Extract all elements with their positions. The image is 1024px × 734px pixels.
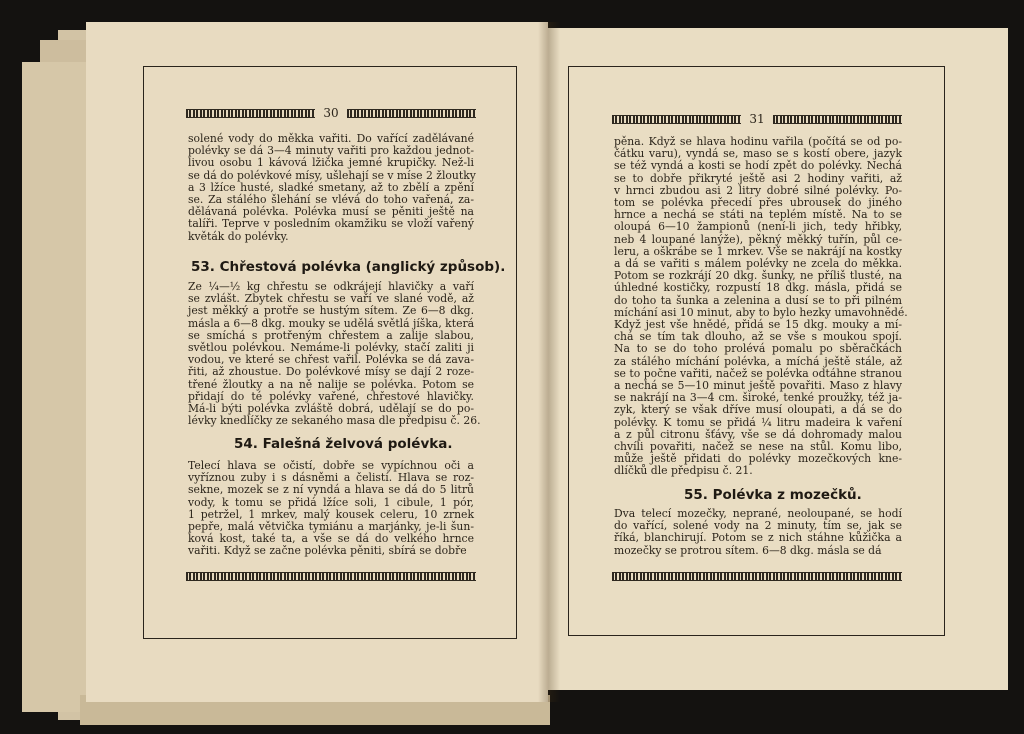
text-line: do vařící, solené vody na 2 minuty, tím se, jak se: [614, 519, 902, 533]
text-line: hrnce a nechá se státi na teplém místě. Na to se: [614, 208, 902, 222]
text-line: za stálého míchání polévka, a míchá ještě stále, až: [614, 354, 902, 368]
text-line: dělávaná polévka. Polévka musí se pěniti ještě na: [188, 205, 474, 219]
text-line: přidají do té polévky vařené, chřestové hlavičky.: [188, 389, 474, 403]
header-ornament: [773, 115, 902, 124]
heading-55: 55. Polévka z mozečků.: [684, 487, 862, 503]
footer-ornament: [186, 572, 476, 581]
text-line: solené vody do měkka vařiti. Do vařící zadělávané: [188, 132, 474, 145]
paragraph-53: [188, 280, 481, 428]
header-ornament: [612, 115, 741, 124]
text-line: Ze ¼—½ kg chřestu se odkrájejí hlavičky a vaří: [188, 280, 474, 293]
text-line: leru, a oškrábe se 1 mrkev. Vše se nakrájí na kostky: [614, 244, 902, 258]
text-line: neb 4 loupané lanýže), pěkný měkký tuřín, půl ce-: [614, 232, 902, 246]
text-line: vyříznou zuby i s dásněmi a čelistí. Hlava se roz-: [188, 471, 474, 485]
text-line: se. Za stálého šlehání se vlévá do toho vařená, za-: [188, 193, 474, 207]
text-line: pěna. Když se hlava hodinu vařila (počítá se od po-: [614, 135, 902, 148]
text-line: dlíčků dle předpisu č. 21.: [614, 464, 753, 478]
text-line: Telecí hlava se očistí, dobře se vypíchnou oči a: [188, 459, 474, 472]
paragraph-54: [188, 460, 474, 558]
text-line: polévky se dá 3—4 minuty vařiti pro každou jednot-: [188, 144, 474, 158]
page-number: 30: [323, 106, 339, 120]
text-line: zyk, který se však dříve musí oloupati, a dá se do: [614, 403, 902, 417]
text-line: se smíchá s protřeným chřestem a zalije slabou,: [188, 328, 474, 342]
text-line: se to dobře přikryté ještě asi 2 hodiny vařiti, až: [614, 171, 902, 185]
page-number: 31: [749, 112, 765, 126]
text-line: vařiti. Když se začne polévka pěniti, sbírá se dobře: [188, 544, 467, 558]
text-line: sekne, mozek se z ní vyndá a hlava se dá do 5 litrů: [188, 483, 474, 497]
text-line: Když jest vše hnědé, přidá se 15 dkg. mouky a mí-: [614, 318, 902, 332]
heading-53: 53. Chřestová polévka (anglický způsob).: [191, 259, 506, 275]
text-line: ková kost, také ta, a vše se dá do velkého hrnce: [188, 532, 474, 546]
text-line: vodou, ve které se chřest vařil. Polévka se dá zava-: [188, 353, 474, 367]
text-line: se nakrájí na 3—4 cm. široké, tenké proužky, též ja-: [614, 391, 902, 405]
text-line: mozečky se protrou sítem. 6—8 dkg. másla se dá: [614, 543, 882, 557]
text-line: světlou polévkou. Nemáme-li polévky, stačí zaliti ji: [188, 341, 474, 355]
right-page-header: [612, 112, 902, 126]
text-line: v hrnci zbudou asi 2 litry dobré silné polévky. Po-: [614, 183, 902, 197]
text-line: do toho ta šunka a zelenina a dusí se to při pilném: [614, 293, 902, 307]
header-ornament: [186, 109, 315, 118]
text-line: třené žloutky a na ně nalije se polévka. Potom se: [188, 377, 474, 391]
text-line: 1 petržel, 1 mrkev, malý kousek celeru, 10 zrnek: [188, 507, 474, 521]
text-line: květák do polévky.: [188, 229, 289, 243]
text-line: míchání asi 10 minut, aby to bylo hezky umavohnědé.: [614, 305, 908, 319]
text-line: může ještě přidati do polévky mozečkových kne-: [614, 452, 902, 466]
paragraph-intro: [188, 133, 474, 243]
text-line: oloupá 6—10 žampionů (není-li jich, tedy hřibky,: [614, 220, 902, 234]
text-line: talíři. Teprve v posledním okamžiku se vloží vařený: [188, 217, 474, 231]
text-line: tom se polévka přecedí přes ubrousek do jiného: [614, 196, 902, 210]
paragraph-continued: [614, 135, 908, 478]
text-line: se to počne vařiti, načež se polévka odtáhne stranou: [614, 366, 902, 380]
text-line: chvíli povařiti, načež se nese na stůl. Komu libo,: [614, 440, 902, 454]
text-line: se též vyndá a kosti se hodí zpět do polévky. Nechá: [614, 159, 902, 173]
text-line: a z půl citronu šťávy, vše se dá dohromady malou: [614, 427, 902, 441]
book-gutter: [538, 22, 560, 702]
text-line: říká, blanchirují. Potom se z nich stáhne kůžička a: [614, 531, 902, 545]
text-line: se dá do polévkové mísy, ušlehají se v míse 2 žloutky: [188, 168, 476, 182]
text-line: a dá se vařiti s málem polévky ne zcela do měkka.: [614, 257, 902, 271]
left-page-header: [186, 106, 476, 120]
heading-54: 54. Falešná želvová polévka.: [234, 436, 453, 452]
footer-ornament: [612, 572, 902, 581]
text-line: másla a 6—8 dkg. mouky se udělá světlá jíška, která: [188, 316, 475, 330]
text-line: Dva telecí mozečky, neprané, neoloupané, se hodí: [614, 507, 902, 520]
text-line: se zvlášt. Zbytek chřestu se vaří ve slané vodě, až: [188, 292, 474, 306]
text-line: a 3 lžíce husté, sladké smetany, až to zbělí a zpění: [188, 180, 474, 194]
text-line: jest měkký a protře se hustým sítem. Ze 6—8 dkg.: [188, 304, 474, 318]
text-line: livou osobu 1 kávová lžička jemné krupičky. Než-li: [188, 156, 474, 170]
paragraph-55: [614, 508, 902, 557]
text-line: řiti, až zhoustue. Do polévkové mísy se dají 2 roze-: [188, 365, 474, 379]
text-line: pepře, malá větvička tymiánu a marjánky, je-li šun-: [188, 520, 474, 534]
text-line: úhledné kostičky, rozpustí 18 dkg. másla, přidá se: [614, 281, 902, 295]
text-line: chá se tím tak dlouho, až se vše s moukou spojí.: [614, 330, 902, 344]
text-line: Má-li býti polévka zvláště dobrá, udělají se do po-: [188, 402, 474, 416]
page-stack-edge: [22, 62, 92, 712]
text-line: polévky. K tomu se přidá ¼ litru madeira k vaření: [614, 415, 902, 429]
text-line: Potom se rozkrájí 20 dkg. šunky, ne příliš tlusté, na: [614, 269, 902, 283]
header-ornament: [347, 109, 476, 118]
text-line: vody, k tomu se přidá lžíce soli, 1 cibule, 1 pór,: [188, 495, 474, 509]
text-line: čátku varu), vyndá se, maso se s kostí obere, jazyk: [614, 147, 902, 161]
text-line: Na to se do toho prolévá pomalu po sběračkách: [614, 342, 902, 356]
text-line: a nechá se 5—10 minut ještě povařiti. Maso z hlavy: [614, 379, 902, 393]
text-line: lévky knedlíčky ze sekaného masa dle předpisu č. 26.: [188, 414, 481, 428]
